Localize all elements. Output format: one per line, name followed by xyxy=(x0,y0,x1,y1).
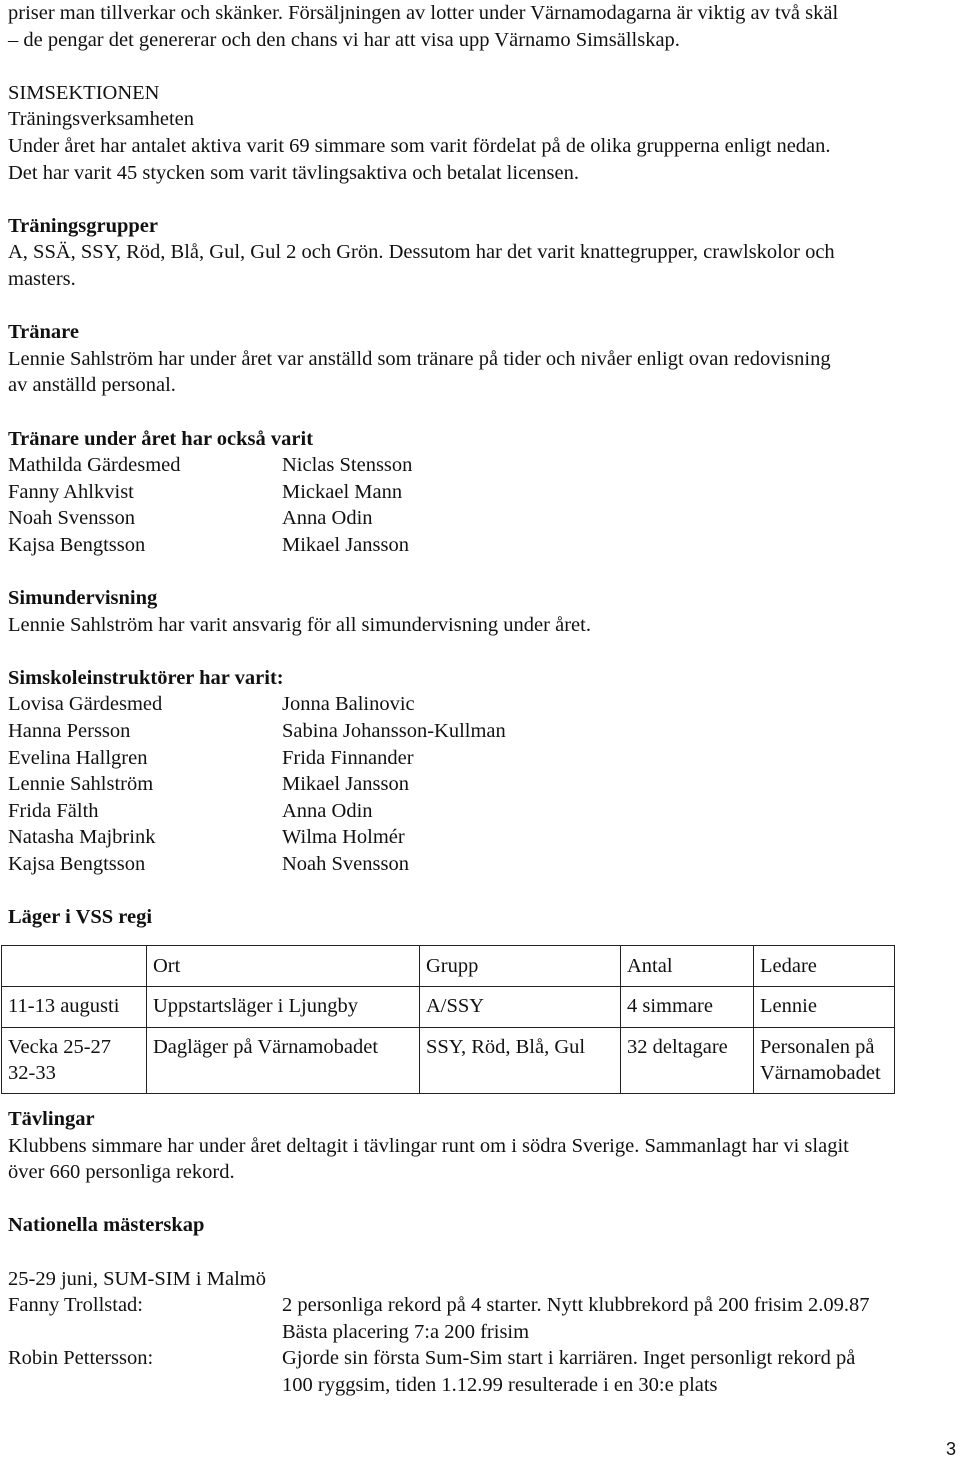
name-right: Anna Odin xyxy=(282,799,373,822)
simsektionen-line-2: Det har varit 45 stycken som varit tävlingsaktiva och betalat licensen. xyxy=(8,161,579,184)
name-row xyxy=(8,824,958,851)
result-text xyxy=(282,1292,952,1345)
swimmer-name: Fanny Trollstad: xyxy=(8,1294,143,1317)
name-row xyxy=(8,718,958,745)
table-row xyxy=(2,986,895,1027)
name-right: Mikael Jansson xyxy=(282,773,409,796)
results-list xyxy=(8,1292,958,1398)
table-header-cell xyxy=(2,945,147,986)
name-left: Fanny Ahlkvist xyxy=(8,480,134,503)
name-right: Noah Svensson xyxy=(282,853,409,875)
document-page xyxy=(8,0,958,1399)
result-row xyxy=(8,1345,958,1398)
table-cell: A/SSY xyxy=(420,986,621,1027)
name-right: Niclas Stensson xyxy=(282,454,413,477)
name-row xyxy=(8,771,958,798)
swimmer-name: Robin Pettersson: xyxy=(8,1347,154,1370)
table-cell: Personalen på Värnamobadet xyxy=(754,1027,895,1093)
heading-nationella: Nationella mästerskap xyxy=(8,1214,205,1237)
name-row xyxy=(8,479,958,506)
name-right: Jonna Balinovic xyxy=(282,693,415,716)
table-cell: Dagläger på Värnamobadet xyxy=(147,1027,420,1093)
name-left: Kajsa Bengtsson xyxy=(8,853,146,875)
table-cell: 32 deltagare xyxy=(621,1027,754,1093)
page-number: 3 xyxy=(945,1439,956,1459)
name-row xyxy=(8,851,958,878)
table-cell: Vecka 25-27 32-33 xyxy=(2,1027,147,1093)
name-right: Mickael Mann xyxy=(282,480,403,503)
heading-simundervisning: Simundervisning xyxy=(8,587,158,610)
table-header-cell: Grupp xyxy=(420,945,621,986)
simsektionen-line-1: Under året har antalet aktiva varit 69 simmare som varit fördelat på de olika grupperna enligt nedan. xyxy=(8,134,831,157)
name-left: Lennie Sahlström xyxy=(8,773,154,796)
name-left: Lovisa Gärdesmed xyxy=(8,693,163,716)
name-row xyxy=(8,691,958,718)
table-cell: Uppstartsläger i Ljungby xyxy=(147,986,420,1027)
table-header-cell: Antal xyxy=(621,945,754,986)
name-left: Frida Fälth xyxy=(8,799,99,822)
result-row xyxy=(8,1292,958,1345)
table-cell: 4 simmare xyxy=(621,986,754,1027)
table-row xyxy=(2,1027,895,1093)
heading-tranare-aret: Tränare under året har också varit xyxy=(8,427,314,450)
name-right: Sabina Johansson-Kullman xyxy=(282,720,506,743)
simskole-name-list xyxy=(8,691,958,877)
subtitle-traningsverksamheten: Träningsverksamheten xyxy=(8,108,194,131)
name-left: Noah Svensson xyxy=(8,507,135,530)
heading-tranare: Tränare xyxy=(8,321,79,344)
result-line: 2 personliga rekord på 4 starter. Nytt klubbrekord på 200 frisim 2.09.87 xyxy=(282,1294,870,1317)
name-left: Hanna Persson xyxy=(8,720,131,743)
table-cell: Lennie xyxy=(754,986,895,1027)
name-right: Anna Odin xyxy=(282,507,373,530)
table-header-cell: Ledare xyxy=(754,945,895,986)
name-row xyxy=(8,505,958,532)
table-cell: SSY, Röd, Blå, Gul xyxy=(420,1027,621,1093)
name-left: Mathilda Gärdesmed xyxy=(8,454,181,477)
result-line: Bästa placering 7:a 200 frisim xyxy=(282,1320,530,1343)
tranare-line-1: Lennie Sahlström har under året var anställd som tränare på tider och nivåer enligt ovan redovisning xyxy=(8,347,831,370)
tavlingar-line-2: över 660 personliga rekord. xyxy=(8,1161,235,1184)
heading-tavlingar: Tävlingar xyxy=(8,1107,95,1130)
intro-line-2: – de pengar det genererar och den chans vi har att visa upp Värnamo Simsällskap. xyxy=(8,28,680,51)
name-right: Mikael Jansson xyxy=(282,533,409,556)
name-left: Evelina Hallgren xyxy=(8,746,148,769)
heading-simskoleinstruktorer: Simskoleinstruktörer har varit: xyxy=(8,666,284,689)
name-right: Wilma Holmér xyxy=(282,826,405,849)
heading-lager: Läger i VSS regi xyxy=(8,906,153,929)
name-row xyxy=(8,745,958,772)
lager-table xyxy=(1,945,895,1094)
result-line: Gjorde sin första Sum-Sim start i karriären. Inget personligt rekord på xyxy=(282,1347,856,1370)
name-left: Natasha Majbrink xyxy=(8,826,156,849)
tranare-line-2: av anställd personal. xyxy=(8,374,176,397)
tavlingar-line-1: Klubbens simmare har under året deltagit i tävlingar runt om i södra Sverige. Sammanlagt har vi slagit xyxy=(8,1134,849,1157)
name-row xyxy=(8,798,958,825)
name-right: Frida Finnander xyxy=(282,746,414,769)
intro-line-1: priser man tillverkar och skänker. Försäljningen av lotter under Värnamodagarna är viktig av två skäl xyxy=(8,2,839,24)
name-left: Kajsa Bengtsson xyxy=(8,533,146,556)
simundervisning-text: Lennie Sahlström har varit ansvarig för all simundervisning under året. xyxy=(8,613,591,636)
name-row xyxy=(8,452,958,479)
table-cell: 11-13 augusti xyxy=(2,986,147,1027)
heading-traningsgrupper: Träningsgrupper xyxy=(8,214,158,237)
table-header-cell: Ort xyxy=(147,945,420,986)
traningsgrupper-line-1: A, SSÄ, SSY, Röd, Blå, Gul, Gul 2 och Grön. Dessutom har det varit knattegrupper, crawlskolor och xyxy=(8,241,835,264)
table-header-row xyxy=(2,945,895,986)
result-line: 100 ryggsim, tiden 1.12.99 resulterade i en 30:e plats xyxy=(282,1373,718,1396)
traningsgrupper-line-2: masters. xyxy=(8,267,76,290)
tranare-name-list xyxy=(8,452,958,558)
result-text xyxy=(282,1345,952,1398)
name-row xyxy=(8,532,958,559)
section-title-simsektionen: SIMSEKTIONEN xyxy=(8,81,160,104)
event-line: 25-29 juni, SUM-SIM i Malmö xyxy=(8,1267,266,1290)
